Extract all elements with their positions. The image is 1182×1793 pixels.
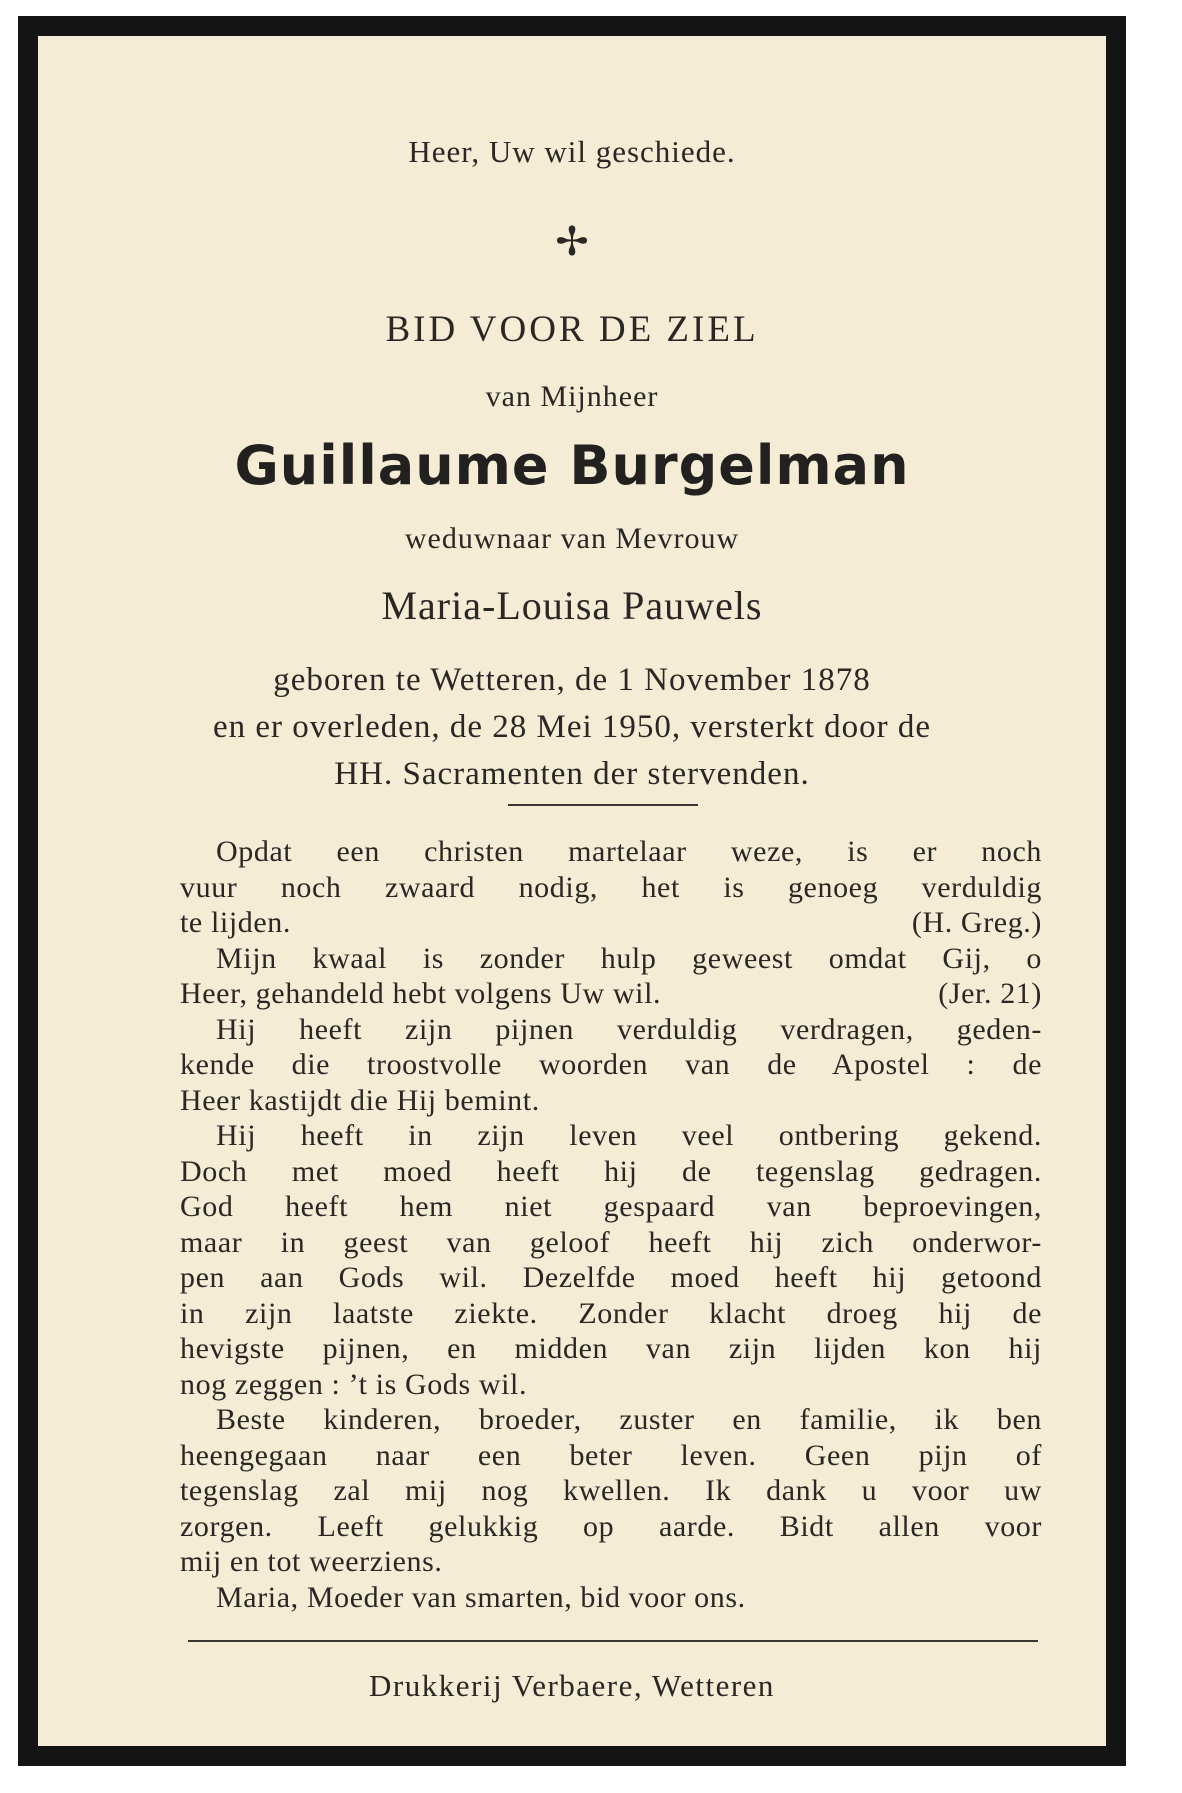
- text-line: [180, 1118, 1042, 1154]
- text-line-content: God heeft hem niet gespaard van beproevingen,: [180, 1190, 1042, 1223]
- text-line-content: nog zeggen : ’t is Gods wil.: [180, 1367, 528, 1401]
- text-line: [180, 1296, 1042, 1332]
- motto: Heer, Uw wil geschiede.: [408, 134, 736, 169]
- text-line-content: Beste kinderen, broeder, zuster en familie, ik ben: [216, 1403, 1042, 1436]
- text-line: [180, 941, 1042, 977]
- text-line-content: mij en tot weerziens.: [180, 1545, 443, 1578]
- text-line: [180, 1154, 1042, 1190]
- short-divider: [508, 804, 698, 806]
- scripture-reference: (H. Greg.): [911, 906, 1042, 939]
- text-line: [180, 1083, 1042, 1119]
- text-line-content: Maria, Moeder van smarten, bid voor ons.: [216, 1580, 746, 1614]
- death-line: en er overleden, de 28 Mei 1950, versterkt door de: [212, 709, 932, 745]
- text-line-content: kende die troostvolle woorden van de Apostel : de: [180, 1048, 1042, 1081]
- text-line-content: hevigste pijnen, en midden van zijn lijden kon hij: [180, 1332, 1042, 1365]
- text-line-content: te lijden.: [180, 906, 291, 939]
- title-of: van Mijnheer: [485, 380, 659, 413]
- text-line-content: Opdat een christen martelaar weze, is er noch: [216, 835, 1042, 868]
- text-line-content: heengegaan naar een beter leven. Geen pijn of: [180, 1438, 1042, 1472]
- text-line: [180, 905, 1042, 941]
- memorial-text: [180, 834, 1042, 1615]
- text-line-content: zorgen. Leeft gelukkig op aarde. Bidt allen voor: [180, 1509, 1042, 1543]
- text-line-content: Heer, gehandeld hebt volgens Uw wil.: [180, 977, 662, 1010]
- text-line: [180, 1260, 1042, 1296]
- text-line: [180, 870, 1042, 906]
- text-line-content: in zijn laatste ziekte. Zonder klacht droeg hij de: [180, 1296, 1042, 1330]
- text-line: [180, 1367, 1042, 1403]
- text-line: [180, 1402, 1042, 1438]
- text-line-content: vuur noch zwaard nodig, het is genoeg verduldig: [180, 870, 1042, 904]
- text-line: [180, 1047, 1042, 1083]
- long-divider: [188, 1640, 1038, 1642]
- birth-line: geboren te Wetteren, de 1 November 1878: [273, 662, 871, 698]
- widower-of: weduwnaar van Mevrouw: [404, 522, 740, 555]
- printer-credit: Drukkerij Verbaere, Wetteren: [369, 1668, 775, 1703]
- text-line: [180, 1580, 1042, 1616]
- spouse-name: Maria-Louisa Pauwels: [381, 583, 763, 628]
- scripture-reference: (Jer. 21): [938, 977, 1042, 1010]
- text-line-content: Heer kastijdt die Hij bemint.: [180, 1083, 540, 1117]
- memorial-card: [18, 16, 1126, 1766]
- text-line: [180, 1189, 1042, 1225]
- text-line: [180, 1225, 1042, 1261]
- text-line: [180, 976, 1042, 1012]
- text-line-content: tegenslag zal mij nog kwellen. Ik dank u voor uw: [180, 1474, 1042, 1507]
- sacraments-line: HH. Sacramenten der stervenden.: [334, 756, 810, 792]
- text-line-content: pen aan Gods wil. Dezelfde moed heeft hij getoond: [180, 1261, 1042, 1294]
- prayer-heading: BID VOOR DE ZIEL: [385, 309, 759, 350]
- text-line-content: Mijn kwaal is zonder hulp geweest omdat Gij, o: [216, 941, 1042, 975]
- text-line: [180, 1473, 1042, 1509]
- text-line: [180, 1331, 1042, 1367]
- text-line: [180, 1012, 1042, 1048]
- text-line: [180, 1544, 1042, 1580]
- deceased-name: Guillaume Burgelman: [234, 434, 910, 497]
- text-line-content: Hij heeft zijn pijnen verduldig verdragen, geden-: [216, 1012, 1042, 1046]
- text-line: [180, 1438, 1042, 1474]
- text-line-content: Hij heeft in zijn leven veel ontbering gekend.: [216, 1119, 1042, 1152]
- text-line-content: maar in geest van geloof heeft hij zich onderwor-: [180, 1225, 1042, 1259]
- cross-icon: ✢: [555, 219, 589, 264]
- text-line: [180, 1509, 1042, 1545]
- card-content: [38, 36, 1106, 1746]
- text-line-content: Doch met moed heeft hij de tegenslag gedragen.: [180, 1154, 1042, 1188]
- text-line: [180, 834, 1042, 870]
